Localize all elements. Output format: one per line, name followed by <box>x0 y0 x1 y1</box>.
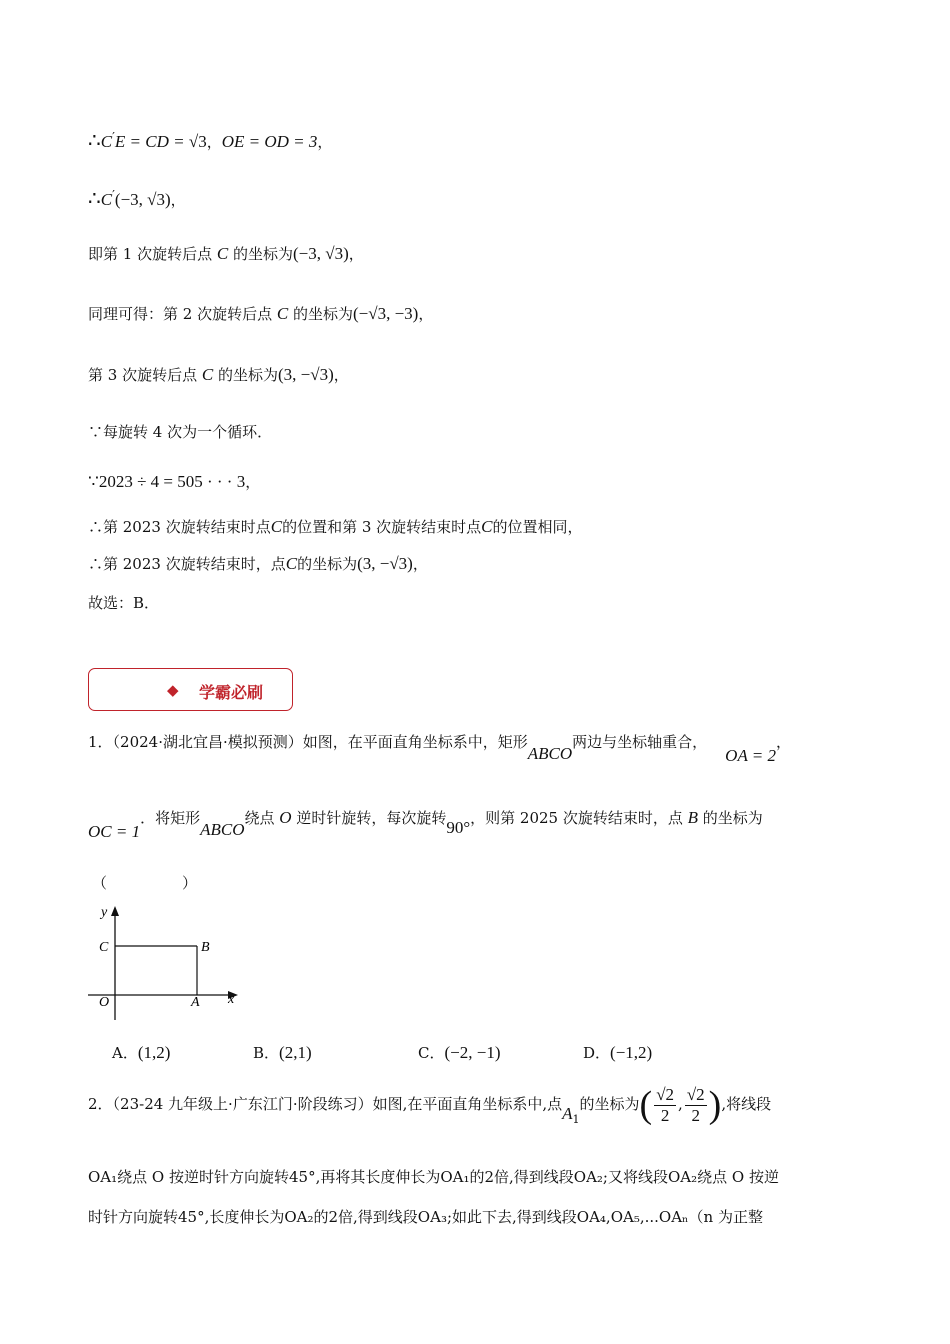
text: 第 3 次旋转后点 <box>88 366 202 384</box>
equation-ce: E = CD = <box>114 132 189 151</box>
text: 的位置相同， <box>492 518 583 536</box>
q1-text: 的坐标为 <box>698 809 763 827</box>
solution-line-1 <box>88 128 332 152</box>
option-a[interactable] <box>112 1042 170 1063</box>
numerator: √2 <box>686 1084 705 1104</box>
point-c: C <box>100 132 113 151</box>
line-end: ， <box>348 245 364 263</box>
angle-value: 90° <box>446 818 471 837</box>
text: ∴第 2023 次旋转结束时点 <box>88 518 271 536</box>
solution-line-6 <box>88 421 272 442</box>
option-letter: C． <box>418 1044 445 1062</box>
separator: ， <box>206 133 222 151</box>
banner-label: 学霸必刷 <box>199 683 264 702</box>
division-equation: ∵2023 ÷ 4 = 505 · · · 3 <box>88 472 246 491</box>
line-end: ， <box>333 366 349 384</box>
option-c[interactable] <box>418 1042 500 1063</box>
prime-mark: ′ <box>112 187 115 202</box>
line-end: ， <box>418 305 434 323</box>
option-letter: A． <box>112 1044 138 1062</box>
q1-text: ．将矩形 <box>140 809 201 827</box>
y-label: y <box>101 905 108 920</box>
point-b: B <box>687 808 699 827</box>
x-label: x <box>228 992 235 1007</box>
text: 的坐标为 <box>228 245 293 263</box>
point-c: C <box>100 190 113 209</box>
b-label: B <box>201 940 210 955</box>
option-value: (2,1) <box>279 1043 312 1062</box>
solution-line-7 <box>88 471 260 492</box>
therefore-symbol: ∴ <box>88 186 101 210</box>
text: 的坐标为 <box>213 366 278 384</box>
denominator: 2 <box>660 1105 670 1125</box>
option-letter: B． <box>253 1044 280 1062</box>
text: 即第 1 次旋转后点 <box>88 245 217 263</box>
coordinate: (−3, √3) <box>114 190 171 209</box>
q2-line-2 <box>88 1166 779 1187</box>
rectangle-label: ABCO <box>527 744 573 763</box>
y-axis-arrow <box>111 906 119 916</box>
q1-figure <box>88 898 258 1028</box>
solution-line-5 <box>88 364 349 385</box>
text: 的位置和第 3 次旋转结束时点 <box>282 518 482 536</box>
paren-close: ) <box>708 1084 722 1126</box>
coordinate: (3, −√3) <box>277 365 334 384</box>
solution-line-4 <box>88 303 433 324</box>
q1-line-1 <box>88 731 792 765</box>
coordinate: (−3, √3) <box>292 244 349 263</box>
q2-line-3 <box>88 1206 763 1227</box>
coordinate: (3, −√3) <box>357 554 413 573</box>
point-c: C <box>285 554 298 573</box>
solution-line-3 <box>88 243 364 264</box>
subscript: 1 <box>572 1113 580 1126</box>
line-end: ， <box>317 133 333 151</box>
text: ∴第 2023 次旋转结束时，点 <box>88 555 286 573</box>
point-c: C <box>270 517 283 536</box>
text: 同理可得：第 2 次旋转后点 <box>88 305 277 323</box>
q1-text: 1．（2024·湖北宜昌·模拟预测）如图，在平面直角坐标系中，矩形 <box>88 733 528 751</box>
coordinate: (−√3, −3) <box>352 304 419 323</box>
prime-mark: ′ <box>112 129 115 144</box>
line-end: ， <box>170 191 186 209</box>
point-c: C <box>201 365 214 384</box>
q2-text: 时针方向旋转45°,长度伸长为OA₂的2倍,得到线段OA₃;如此下去,得到线段OA₄,OA₅,...OAₙ（n 为正整 <box>88 1208 763 1226</box>
diamond-icon: ◆ <box>167 681 179 699</box>
line-end: ， <box>245 473 261 491</box>
answer-text: 故选：B． <box>88 594 160 612</box>
rectangle-label: ABCO <box>200 820 245 839</box>
text: 的坐标为 <box>288 305 353 323</box>
option-value: (−2, −1) <box>444 1043 501 1062</box>
q2-text: 2．（23-24 九年级上·广东江门·阶段练习）如图,在平面直角坐标系中,点 <box>88 1095 563 1113</box>
sqrt-3: √3 <box>188 132 207 151</box>
solution-line-9 <box>88 553 428 574</box>
option-letter: D． <box>583 1044 611 1062</box>
q1-text: 绕点 <box>244 809 280 827</box>
point-o: O <box>279 808 292 827</box>
oa-equation: OA = 2 <box>725 746 776 765</box>
q2-text: 的坐标为 <box>579 1095 640 1113</box>
q1-answer-blank <box>92 872 197 893</box>
therefore-symbol: ∴ <box>88 128 101 152</box>
oc-equation: OC = 1 <box>88 822 141 841</box>
q2-text: ,将线段 <box>721 1095 772 1113</box>
solution-line-10 <box>88 592 159 613</box>
point-c: C <box>481 517 493 536</box>
line-end: ， <box>412 555 428 573</box>
option-b[interactable] <box>253 1042 312 1063</box>
solution-line-8 <box>88 516 583 537</box>
o-label: O <box>99 995 110 1010</box>
answer-blank: （ ） <box>92 874 198 892</box>
option-value: (−1,2) <box>610 1043 653 1062</box>
text: 的坐标为 <box>297 555 358 573</box>
q1-text: 逆时针旋转，每次旋转 <box>291 809 447 827</box>
option-d[interactable] <box>583 1042 652 1063</box>
point-c: C <box>276 304 289 323</box>
text: ∵每旋转 4 次为一个循环． <box>88 423 273 441</box>
line-end: ， <box>776 733 792 751</box>
point-c: C <box>216 244 229 263</box>
section-banner <box>88 668 293 711</box>
q1-text: 两边与坐标轴重合， <box>572 733 708 751</box>
q2-line-1: 2．（23-24 九年级上·广东江门·阶段练习）如图,在平面直角坐标系中,点$A_1$的坐标为( $\frac{√2}{2}$ , $\frac{√2}{2}$ ),将线段 <box>88 1084 772 1126</box>
fraction-2 <box>685 1085 707 1126</box>
q1-line-2 <box>88 807 763 841</box>
q2-text: OA₁绕点 O 按逆时针方向旋转45°,再将其长度伸长为OA₁的2倍,得到线段OA₂;又将线段OA₂绕点 O 按逆 <box>88 1168 779 1186</box>
c-label: C <box>99 940 109 955</box>
numerator: √2 <box>656 1084 675 1104</box>
option-value: (1,2) <box>137 1043 171 1062</box>
solution-line-2 <box>88 186 186 210</box>
denominator: 2 <box>691 1105 700 1125</box>
paren-open: ( <box>639 1084 653 1126</box>
a-label: A <box>191 995 200 1010</box>
equation-oe: OE = OD = 3 <box>221 132 318 151</box>
q1-text: ，则第 2025 次旋转结束时，点 <box>470 809 688 827</box>
point-a1: A <box>562 1104 573 1123</box>
fraction-1 <box>654 1085 676 1126</box>
